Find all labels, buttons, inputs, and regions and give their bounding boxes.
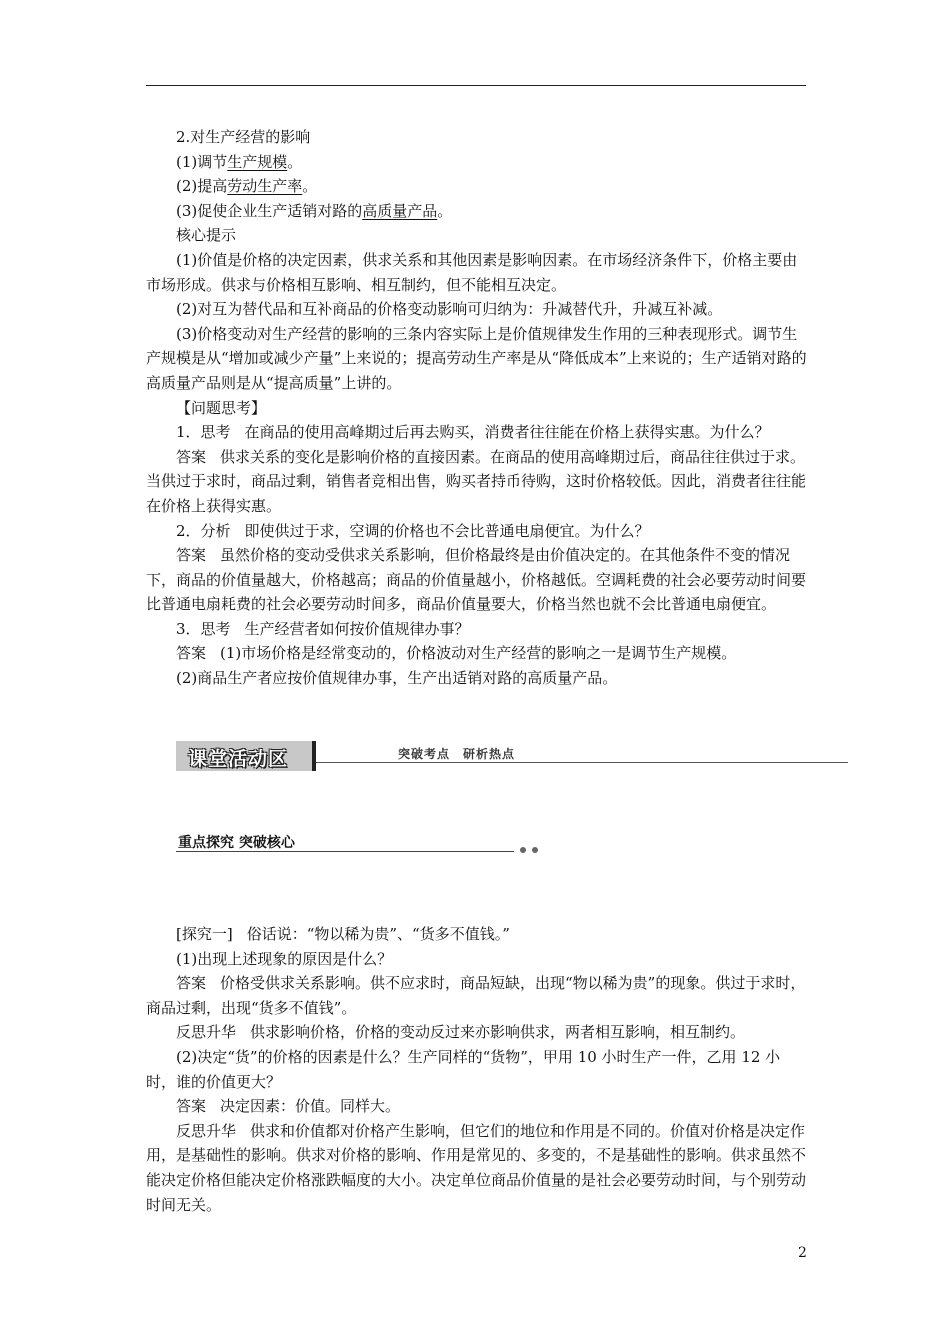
list-item: (2)提高劳动生产率。: [176, 177, 318, 196]
tips-title: 核心提示: [176, 226, 237, 245]
underlined-term: 高质量产品: [362, 201, 438, 220]
list-item: (1)调节生产规模。: [176, 152, 303, 171]
reflection: 反思升华 供求和价值都对价格产生影响，但它们的地位和作用是不同的。价值对价格是决定作用，是基础性的影响。供求对价格的影响、作用是常见的、多变的，不是基础性的影响。供求虽然不能决定价格但能决定价格涨跌幅度的大小。决定单位商品价值量的是社会必要劳动时间，与个别劳动时间无关。: [146, 1121, 807, 1214]
section-heading: 2.对生产经营的影响: [176, 128, 311, 146]
explore-prompt: [探究一] 俗话说：“物以稀为贵”、“货多不值钱。”: [176, 925, 510, 943]
tip-paragraph: (1)价值是价格的决定因素，供求关系和其他因素是影响因素。在市场经济条件下，价格主要由市场形成。供求与价格相互影响、相互制约，但不能相互决定。: [146, 250, 798, 294]
section-rule: [176, 851, 514, 852]
section-title: 重点探究 突破核心: [178, 835, 295, 851]
banner-rule: [316, 762, 848, 763]
banner-title: 课堂活动区: [188, 748, 289, 770]
banner-subtitle: 突破考点 研析热点: [398, 747, 516, 761]
answer: 答案 决定因素：价值。同样大。: [176, 1097, 401, 1116]
section-header: [176, 832, 546, 860]
answer: 答案 (1)市场价格是经常变动的，价格波动对生产经营的影响之一是调节生产规模。: [176, 644, 737, 663]
answer: 答案 供求关系的变化是影响价格的直接因素。在商品的使用高峰期过后，商品往往供过于求。当供过于求时，商品过剩，销售者竞相出售，购买者持币待购，这时价格较低。因此，消费者往往能在价格上获得实惠。: [146, 447, 807, 515]
answer: 答案 虽然价格的变动受供求关系影响，但价格最终是由价值决定的。在其他条件不变的情况下，商品的价值量越大，价格越高；商品的价值量越小，价格越低。空调耗费的社会必要劳动时间要比普通电扇耗费的社会必要劳动时间多，商品价值量要大，价格当然也就不会比普通电扇便宜。: [146, 546, 807, 614]
tip-paragraph: (3)价格变动对生产经营的影响的三条内容实际上是价值规律发生作用的三种表现形式。调节生产规模是从“增加或减少产量”上来说的；提高劳动生产率是从“降低成本”上来说的；生产适销对路的高质量产品则是从“提高质量”上讲的。: [146, 324, 807, 392]
sub-question: (1)出现上述现象的原因是什么？: [176, 949, 393, 968]
underlined-term: 生产规模: [227, 152, 288, 171]
question: 3．思考 生产经营者如何按价值规律办事？: [176, 619, 470, 638]
question: 2．分析 即使供过于求，空调的价格也不会比普通电扇便宜。为什么？: [176, 521, 650, 540]
classroom-activity-banner: [176, 741, 848, 773]
section-dot-icon: [520, 847, 526, 853]
question: 1．思考 在商品的使用高峰期过后再去购买，消费者往往能在价格上获得实惠。为什么？: [176, 423, 770, 442]
banner-title-box: [176, 741, 316, 771]
header-rule: [146, 85, 806, 86]
reflection: 反思升华 供求影响价格，价格的变动反过来亦影响供求，两者相互影响，相互制约。: [176, 1023, 746, 1042]
answer-continued: (2)商品生产者应按价值规律办事，生产出适销对路的高质量产品。: [176, 669, 618, 688]
questions-title: 【问题思考】: [176, 398, 267, 417]
page-number: 2: [798, 1245, 807, 1261]
tip-paragraph: (2)对互为替代品和互补商品的价格变动影响可归纳为：升减替代升，升减互补减。: [176, 300, 723, 319]
sub-question: (2)决定“货”的价格的因素是什么？生产同样的“货物”，甲用 10 小时生产一件，乙用 12 小时，谁的价值更大？: [146, 1047, 781, 1091]
section-dot-icon: [532, 847, 538, 853]
answer: 答案 价格受供求关系影响。供不应求时，商品短缺，出现“物以稀为贵”的现象。供过于求时，商品过剩，出现“货多不值钱”。: [146, 974, 806, 1017]
part1-text: [146, 125, 810, 691]
part2-text: [146, 922, 810, 1217]
underlined-term: 劳动生产率: [227, 177, 303, 196]
list-item: (3)促使企业生产适销对路的高质量产品。: [176, 201, 453, 220]
